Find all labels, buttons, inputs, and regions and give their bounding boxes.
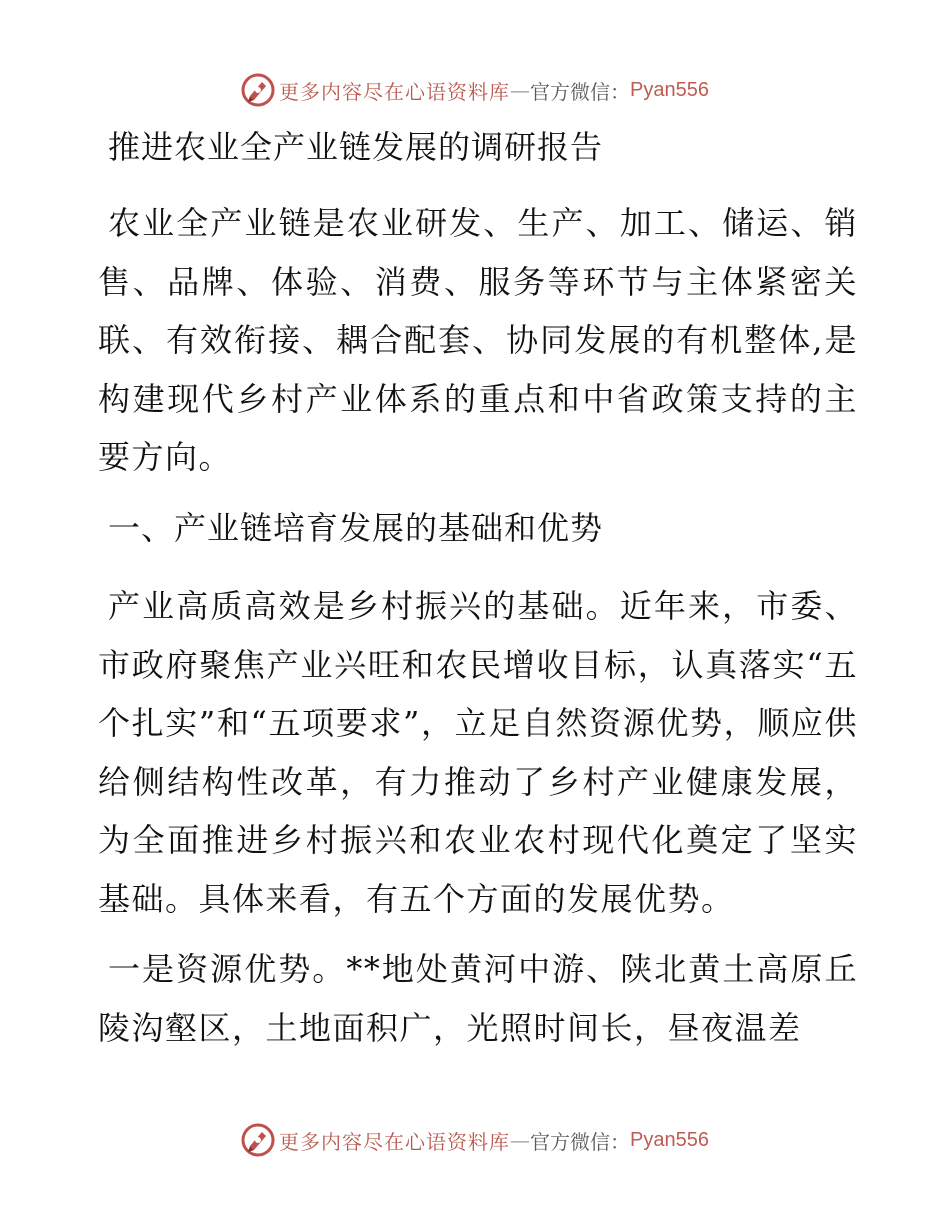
body-paragraph: 产业高质高效是乡村振兴的基础。近年来，市委、市政府聚焦产业兴旺和农民增收目标，认真落实“五个扎实”和“五项要求”，立足自然资源优势，顺应供给侧结构性改革，有力推动了乡村产业健康发展，为全面推进乡村振兴和农业农村现代化奠定了坚实基础。具体来看，有五个方面的发展优势。 <box>98 587 858 918</box>
banner-separator: — <box>510 1128 531 1152</box>
document-title: 推进农业全产业链发展的调研报告 <box>108 128 604 166</box>
banner-brand-text: 更多内容尽在心语资料库 <box>279 1129 511 1154</box>
banner-separator: — <box>510 78 531 102</box>
banner-wechat-id: Pyan556 <box>630 1128 709 1151</box>
banner-wechat-label: 官方微信： <box>530 79 631 104</box>
document-body <box>98 124 858 1069</box>
banner-wechat-label: 官方微信： <box>530 1129 631 1154</box>
section-heading: 一、产业链培育发展的基础和优势 <box>108 508 604 547</box>
intro-paragraph: 农业全产业链是农业研发、生产、加工、储运、销售、品牌、体验、消费、服务等环节与主体紧密关联、有效衔接、耦合配套、协同发展的有机整体,是构建现代乡村产业体系的重点和中省政策支持的主要方向。 <box>98 204 858 476</box>
footer-banner <box>0 1120 950 1160</box>
banner-wechat-id: Pyan556 <box>630 78 709 101</box>
header-banner <box>0 70 950 110</box>
library-logo-icon <box>241 73 275 107</box>
banner-brand-text: 更多内容尽在心语资料库 <box>279 79 511 104</box>
library-logo-icon <box>241 1123 275 1157</box>
body-paragraph: 一是资源优势。**地处黄河中游、陕北黄土高原丘陵沟壑区，土地面积广，光照时间长，昼夜温差 <box>98 950 858 1047</box>
